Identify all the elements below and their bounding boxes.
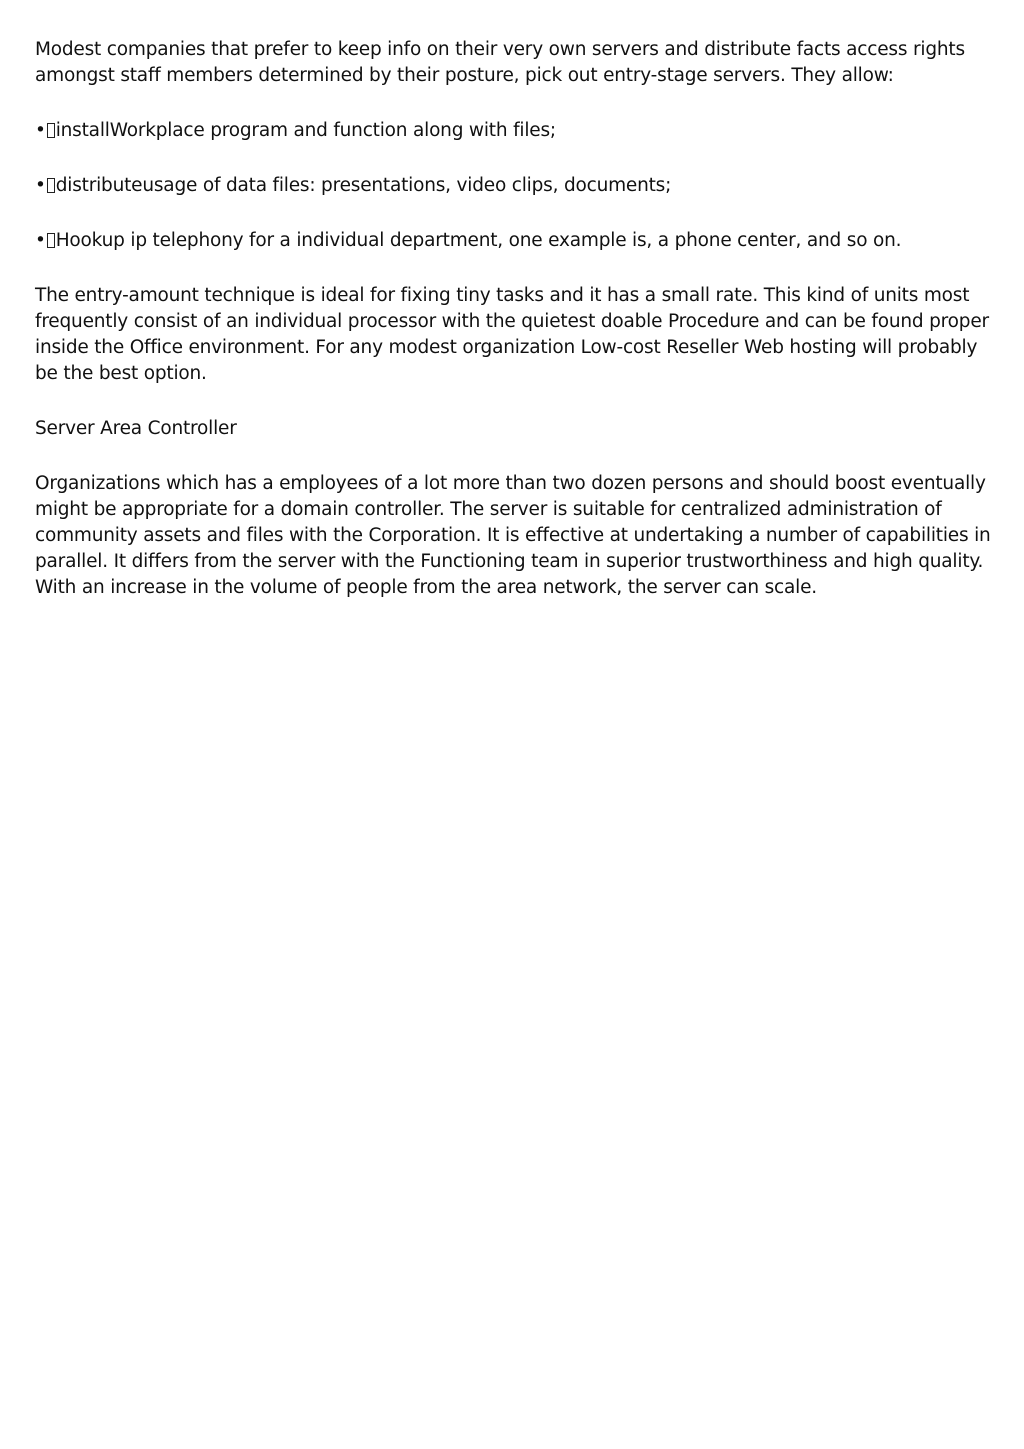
bullet-lead-word: distribute xyxy=(55,175,143,196)
entry-level-paragraph: The entry-amount technique is ideal for fixing tiny tasks and it has a small rate. This kind of units most frequently consist of an individual processor with the quietest doable Procedure and can be found proper inside the Office environment. For any modest organization Low-cost Reseller Web hosting will probably be the best option. xyxy=(35,285,989,384)
bullet-item xyxy=(35,118,995,144)
bullet-item xyxy=(35,228,995,254)
missing-glyph-icon xyxy=(47,123,55,138)
bullet-icon: • xyxy=(35,230,46,251)
bullet-lead-word: Hook xyxy=(55,230,102,251)
document-body xyxy=(35,37,995,630)
bullet-icon: • xyxy=(35,120,46,141)
section-heading: Server Area Controller xyxy=(35,418,237,439)
intro-paragraph: Modest companies that prefer to keep info on their very own servers and distribute facts access rights amongst staff members determined by their posture, pick out entry-stage servers. They allow: xyxy=(35,39,965,86)
domain-controller-paragraph: Organizations which has a employees of a lot more than two dozen persons and should boost eventually might be appropriate for a domain controller. The server is suitable for centralized administration of community assets and files with the Corporation. It is effective at undertaking a number of capabilities in parallel. It differs from the server with the Functioning team in superior trustworthiness and high quality. With an increase in the volume of people from the area network, the server can scale. xyxy=(35,473,991,598)
bullet-text: usage of data files: presentations, video clips, documents; xyxy=(142,175,672,196)
bullet-lead-word: install xyxy=(55,120,110,141)
bullet-icon: • xyxy=(35,175,46,196)
bullet-text: Workplace program and function along with files; xyxy=(109,120,556,141)
bullet-text: up ip telephony for a individual department, one example is, a phone center, and so on. xyxy=(101,230,902,251)
missing-glyph-icon xyxy=(47,233,55,248)
bullet-item xyxy=(35,173,995,199)
missing-glyph-icon xyxy=(47,178,55,193)
